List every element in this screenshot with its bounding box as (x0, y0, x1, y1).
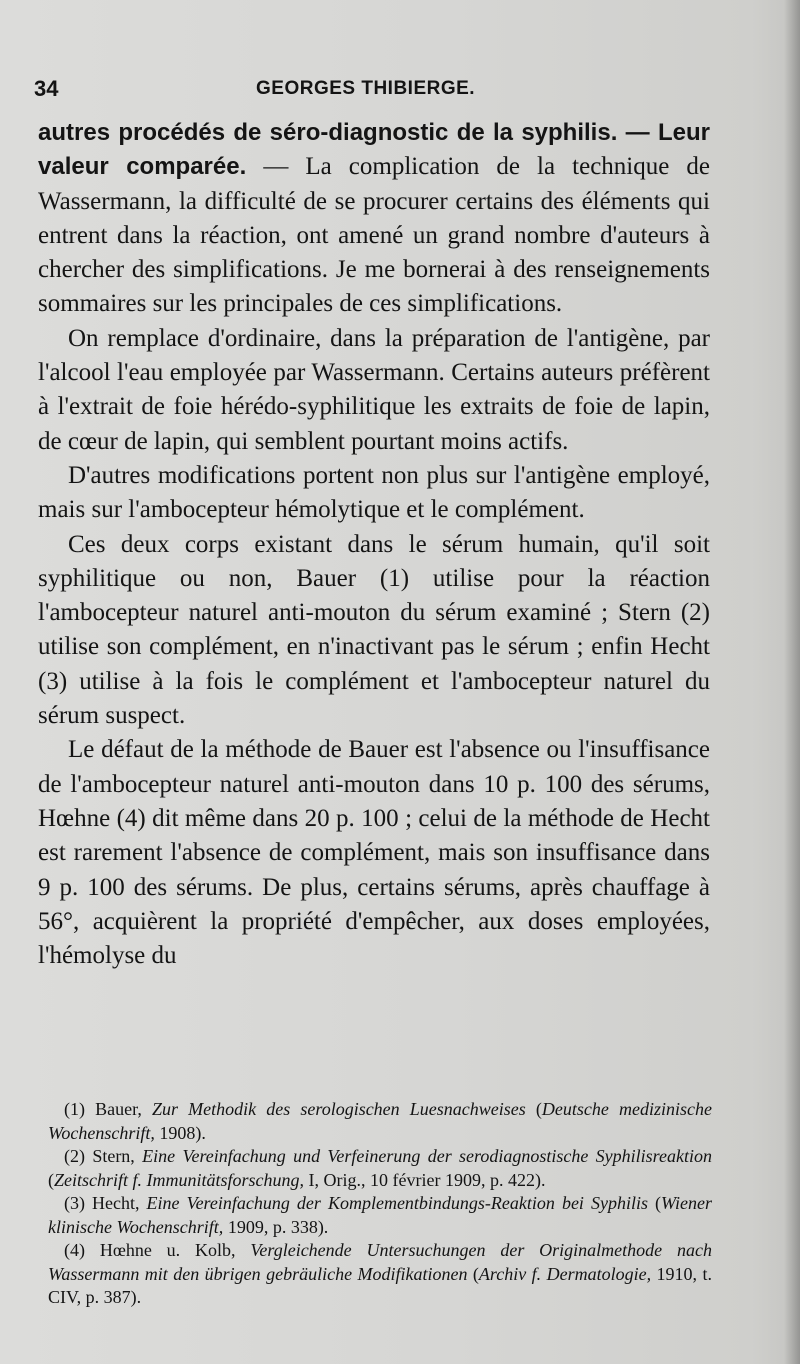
footnote-1-title: Zur Methodik des serologischen Luesnachweises (152, 1099, 526, 1119)
footnote-4-journal: Archiv f. Dermatologie, (478, 1263, 652, 1284)
footnote-3 (48, 1192, 712, 1239)
footnote-1-author: (1) Bauer, (64, 1099, 152, 1119)
running-head: GEORGES THIBIERGE. (256, 78, 476, 99)
footnote-3-journal: Wiener klinische Wochenschrift, (48, 1193, 712, 1237)
footnote-2-details: I, Orig., 10 février 1909, p. 422). (304, 1169, 546, 1190)
footnote-1-details: 1908). (154, 1122, 206, 1143)
footnote-2-title: Eine Vereinfachung und Verfeinerung der serodiagnostische Syphilisreaktion (142, 1146, 712, 1166)
footnote-3-details: 1909, p. 338). (223, 1216, 329, 1237)
paragraph-4: Ces deux corps existant dans le sérum humain, qu'il soit syphilitique ou non, Bauer (1) utilise pour la réaction l'ambocepteur naturel anti-mouton du sérum examiné ; Stern (2) utilise son complément, en n'inactivant pas le sérum ; enfin Hecht (3) utilise à la fois le complément et l'ambocepteur naturel du sérum suspect. (38, 530, 710, 730)
footnote-2 (48, 1145, 712, 1192)
section-heading: autres procédés de séro-diagnostic de la syphilis. — Leur valeur comparée. (38, 119, 710, 181)
page-edge-shadow (784, 0, 800, 1364)
footnote-4-author: (4) Hœhne u. Kolb, (64, 1240, 251, 1260)
paragraph-1-text: — La complication de la technique de Wassermann, la difficulté de se procurer certains des éléments qui entrent dans la réaction, ont amené un grand nombre d'auteurs à chercher des simplifications. Je me bornerai à des renseignements sommaires sur les principales de ces simplifications. (38, 153, 710, 318)
body-text (38, 116, 710, 973)
footnote-2-author: (2) Stern, (64, 1146, 143, 1166)
footnote-4-title: Vergleichende Untersuchungen der Originalmethode nach Wassermann mit den übrigen gebräuliche Modifikationen (48, 1240, 712, 1284)
footnote-1-paren: ( (525, 1099, 542, 1119)
footnote-3-title: Eine Vereinfachung der Komplementbindungs-Reaktion bei Syphilis (146, 1193, 648, 1213)
footnote-3-author: (3) Hecht, (64, 1193, 147, 1213)
footnote-2-paren: ( (48, 1169, 54, 1190)
footnote-1 (48, 1098, 712, 1145)
page-number: 34 (34, 76, 59, 101)
paragraph-2: On remplace d'ordinaire, dans la préparation de l'antigène, par l'alcool l'eau employée par Wassermann. Certains auteurs préfèrent à l'extrait de foie hérédo-syphilitique les extraits de foie de lapin, de cœur de lapin, qui semblent pourtant moins actifs. (38, 324, 710, 455)
footnote-1-journal: Deutsche medizinische Wochenschrift, (48, 1099, 712, 1143)
footnotes (48, 1098, 712, 1310)
footnote-2-journal: Zeitschrift f. Immunitätsforschung, (54, 1169, 305, 1190)
footnote-4 (48, 1239, 712, 1310)
page-header (34, 72, 734, 108)
footnote-3-paren: ( (647, 1193, 661, 1213)
footnote-4-details: 1910, t. CIV, p. 387). (48, 1263, 712, 1307)
paragraph-3: D'autres modifications portent non plus sur l'antigène employé, mais sur l'ambocepteur hémolytique et le complément. (38, 461, 710, 524)
paragraph-1 (38, 116, 710, 322)
paragraph-5: Le défaut de la méthode de Bauer est l'absence ou l'insuffisance de l'ambocepteur naturel anti-mouton dans 10 p. 100 des sérums, Hœhne (4) dit même dans 20 p. 100 ; celui de la méthode de Hecht est rarement l'absence de complément, mais son insuffisance dans 9 p. 100 des sérums. De plus, certains sérums, après chauffage à 56°, acquièrent la propriété d'empêcher, aux doses employées, l'hémolyse du (38, 736, 710, 970)
footnote-4-paren: ( (467, 1263, 479, 1284)
